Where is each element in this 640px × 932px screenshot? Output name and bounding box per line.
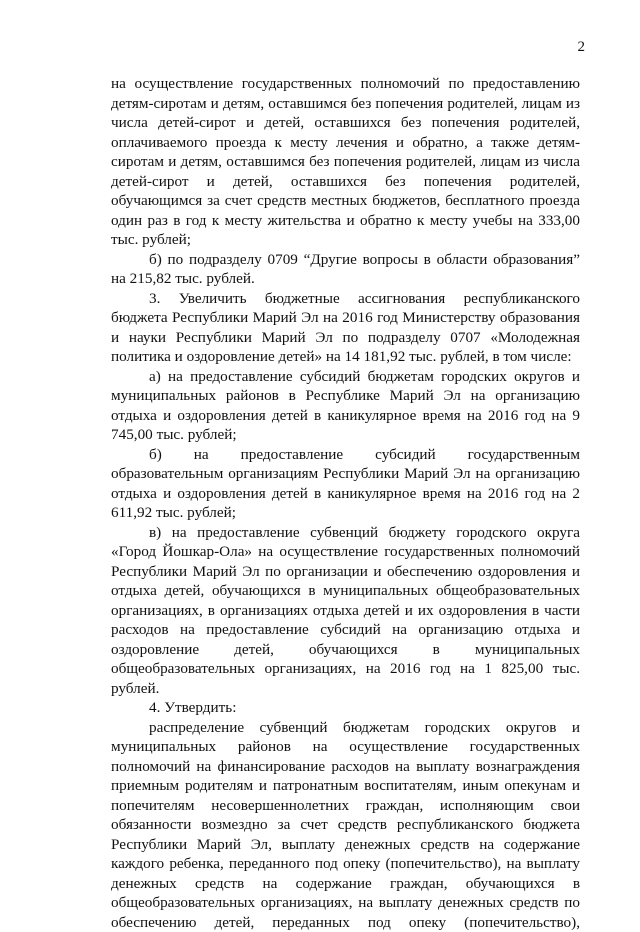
document-body: [111, 74, 580, 932]
paragraph-item-3b: б) на предоставление субсидий государственным образовательным организациям Республики Марий Эл на организацию отдыха и оздоровления детей в каникулярное время на 2016 год на 2 611,92 тыс. рублей;: [111, 445, 580, 523]
paragraph-subsection-b-0709: б) по подразделу 0709 “Другие вопросы в области образования” на 215,82 тыс. рублей.: [111, 250, 580, 289]
paragraph-continuation: на осуществление государственных полномочий по предоставлению детям-сиротам и детям, оставшимся без попечения родителей, лицам из числа детей-сирот и детей, оставшихся без попечения родителей, оплачиваемого проезда к месту лечения и обратно, а также детям-сиротам и детям, оставшимся без попечения родителей, лицам из числа детей-сирот и детей, оставшихся без попечения родителей, обучающимся за счет средств местных бюджетов, бесплатного проезда один раз в год к месту жительства и обратно к месту учебы на 333,00 тыс. рублей;: [111, 74, 580, 250]
paragraph-item-4: 4. Утвердить:: [111, 698, 580, 718]
paragraph-item-3a: а) на предоставление субсидий бюджетам городских округов и муниципальных районов в Республике Марий Эл на организацию отдыха и оздоровления детей в каникулярное время на 2016 год на 9 745,00 тыс. рублей;: [111, 367, 580, 445]
paragraph-item-4-distribution: распределение субвенций бюджетам городских округов и муниципальных районов на осуществление государственных полномочий на финансирование расходов на выплату вознаграждения приемным родителям и патронатным воспитателям, иным опекунам и попечителям несовершеннолетних граждан, исполняющим свои обязанности возмездно за счет средств республиканского бюджета Республики Марий Эл, выплату денежных средств на содержание каждого ребенка, переданного под опеку (попечительство), на выплату денежных средств на содержание граждан, обучающихся в общеобразовательных организациях, на выплату денежных средств по обеспечению детей, переданных под опеку (попечительство),: [111, 718, 580, 932]
paragraph-item-3v: в) на предоставление субвенций бюджету городского округа «Город Йошкар-Ола» на осуществление государственных полномочий Республики Марий Эл по организации и обеспечению оздоровления и отдыха детей, обучающихся в муниципальных общеобразовательных организациях, в организациях отдыха детей и их оздоровления в части расходов на предоставление субсидий на организацию отдыха и оздоровление детей, обучающихся в муниципальных общеобразовательных организациях, на 2016 год на 1 825,00 тыс. рублей.: [111, 523, 580, 699]
paragraph-item-3: 3. Увеличить бюджетные ассигнования республиканского бюджета Республики Марий Эл на 2016 год Министерству образования и науки Республики Марий Эл по подразделу 0707 «Молодежная политика и оздоровление детей» на 14 181,92 тыс. рублей, в том числе:: [111, 289, 580, 367]
page-number: 2: [578, 38, 586, 56]
